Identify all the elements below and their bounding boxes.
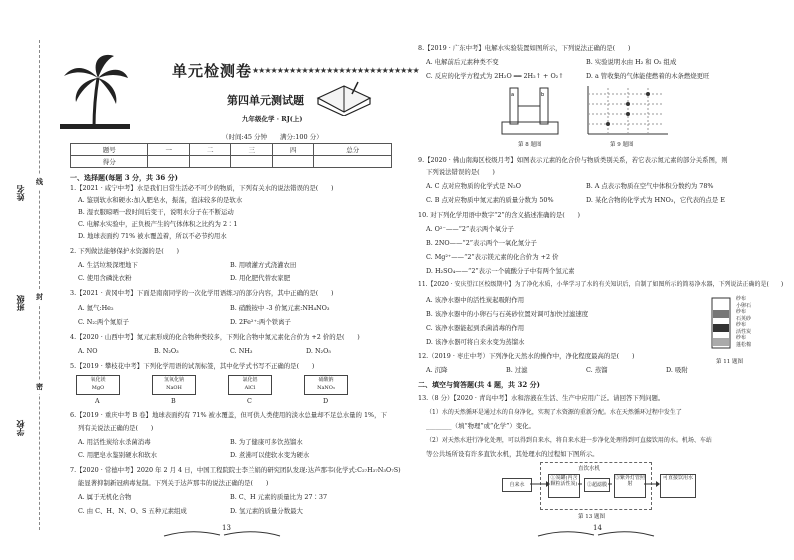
exam-meta: （时间:45 分钟 满分:100 分） <box>222 133 323 141</box>
banner-title: 单元检测卷 <box>172 62 253 80</box>
name-label: 姓名 <box>15 185 25 201</box>
page-number: 14 <box>593 524 602 532</box>
option-line: C. 反应的化学方程式为 2H₂O ══ 2H₂↑ + O₂↑ <box>426 72 564 80</box>
option-line: D. a 管收集的气体能使燃着的木条燃烧更旺 <box>586 72 710 80</box>
school-label: 学校 <box>15 420 25 436</box>
option-line: B. A 点表示物质在空气中体积分数约为 78% <box>586 182 714 190</box>
section-1-heading: 一、选择题(每题 3 分，共 36 分) <box>70 173 178 182</box>
unit-title: 第四单元测试题 <box>227 94 304 107</box>
question-line: 10. 对下列化学用语中数字“2”的含义描述准确的是( ) <box>418 211 580 219</box>
section-2-heading: 二、填空与简答题(共 4 题，共 32 分) <box>418 380 540 389</box>
option-line: C. 该净水器能起到杀菌消毒的作用 <box>426 324 525 332</box>
reagent-formula: NaNO₃ <box>317 385 335 391</box>
question-line: 8.【2019 · 广东中考】电解水实验装置如图所示，下列说法正确的是( ) <box>418 44 631 52</box>
option-line: B. 该净水器中的小卵石与石英砂位置对调可加快过滤速度 <box>426 310 589 318</box>
flow-arrows <box>530 478 662 492</box>
option-line: B. 湿衣服晾晒一段时间后变干，说明水分子在不断运动 <box>78 208 234 216</box>
option-line: B. 用喷灌方式浇灌农田 <box>230 261 297 269</box>
reagent-name: 氯化铝 <box>242 377 258 383</box>
question-line: 下列说法错误的是( ) <box>426 168 495 176</box>
book-icon <box>314 78 374 116</box>
option-line: C. 电解水实验中，正负极产生的气体体积之比约为 2∶1 <box>78 220 238 228</box>
reagent-formula: MgO <box>91 385 105 391</box>
score-cell[interactable] <box>148 156 190 168</box>
score-header-cell: 三 <box>231 144 273 156</box>
option-line: A. 鉴别软水和硬水:加入肥皂水，振荡，泡沫较多的是软水 <box>78 196 243 204</box>
filter-layer-label: 纱布 <box>736 335 747 341</box>
option-line: B. 实验说明水由 H₂ 和 O₂ 组成 <box>586 58 677 66</box>
question-line: 等公共场所设有许多直饮水机，其处理水的过程如下图所示。 <box>426 450 599 458</box>
reagent-label-b <box>152 375 196 395</box>
question-line: 7.【2020 · 常德中考】2020 年 2 月 4 日，中国工程院院士李兰娟的研究团队发现:达芦那韦(化学式:C₂₇H₃₇N₃O₇S) <box>70 466 401 474</box>
reagent-name: 氢氧化钠 <box>163 377 184 383</box>
question-line: 11.【2020 · 安庆望江区校级期中】为了净化水质，小华学习了水的有关知识后，自制了如图所示的简易净水器，下列说法正确的是( ) <box>418 281 784 288</box>
reagent-label-a <box>76 375 120 395</box>
stars-decoration: ★★★★★★★★★★★★★★★★★★★★★★★★★★★ <box>252 66 419 75</box>
question-line: ________（填“物理”或“化学”）变化。 <box>426 422 535 430</box>
question-line: 1.【2021 · 咸宁中考】水是我们日常生活必不可少的物质，下列有关水的说法错误的是( ) <box>70 184 334 192</box>
filter-layer-label: 石英砂 <box>736 315 752 322</box>
reagent-formula: NaOH <box>166 385 182 391</box>
filter-layer-label: 蓬松棉 <box>736 341 752 348</box>
filter-layer-label: 纱布 <box>736 322 747 328</box>
figure-13-caption: 第 13 题图 <box>578 514 605 520</box>
option-line: A. 生活垃圾深埋地下 <box>78 261 138 269</box>
question-line: （1）水的天然循环是通过水的自身净化，实现了水资源的重新分配。水在天然循环过程中发生了 <box>426 409 682 416</box>
option-line: B. 过滤 <box>506 366 528 374</box>
binding-strip <box>0 0 52 560</box>
binding-dashed-line <box>39 40 40 530</box>
water-filter-figure <box>710 296 732 350</box>
option-line: A. C 点对应物质的化学式是 N₂O <box>426 182 521 190</box>
option-line: A. 沉降 <box>426 366 448 374</box>
score-header-cell: 二 <box>189 144 231 156</box>
question-line: 9.【2020 · 佛山南海区校级月考】如图表示元素的化合价与物质类别关系，若它表示氮元素的部分关系图，则 <box>418 156 728 164</box>
grade-subtitle: 九年级化学 · RJ(上) <box>242 115 303 123</box>
flow-step: ③紫外灯管照射 <box>614 474 646 498</box>
option-line: D. 某化合物的化学式为 HNO₃，它代表的点是 E <box>586 196 725 204</box>
figure-8-caption: 第 8 题图 <box>518 142 542 148</box>
figure-9-caption: 第 9 题图 <box>610 142 634 148</box>
score-header-cell: 题号 <box>71 144 148 156</box>
option-letter: C <box>247 397 252 405</box>
option-line: D. 地球表面约 71% 被水覆盖着，所以不必节约用水 <box>78 232 227 240</box>
option-line: B. N₂O₃ <box>154 347 179 355</box>
score-cell[interactable] <box>189 156 231 168</box>
flow-step: ①炭罐(内含颗粒活性炭) <box>548 474 580 498</box>
filter-layer-label: 纱布 <box>736 309 747 315</box>
filter-layer-label: 活性炭 <box>736 328 752 335</box>
figure-11-caption: 第 11 题图 <box>716 359 743 365</box>
option-line: A. 氦气:He₂ <box>78 304 114 312</box>
option-line: D. 氢元素的质量分数最大 <box>230 507 303 515</box>
question-line: 6.【2019 · 重庆中考 B 卷】地球表面约有 71% 被水覆盖，但可供人类使用的淡水总量却不足总水量的 1%，下 <box>70 411 387 419</box>
flow-step: 自来水 <box>502 478 532 492</box>
score-cell[interactable] <box>231 156 273 168</box>
reagent-name: 硝酸钠 <box>318 377 334 383</box>
score-header-cell: 一 <box>148 144 190 156</box>
option-line: B. 硝酸铵中 -3 价氮元素:NH₄NO₃ <box>230 304 330 312</box>
option-line: C. B 点对应物质中氮元素的质量分数为 50% <box>426 196 554 204</box>
svg-text:a: a <box>511 92 515 98</box>
page-number: 13 <box>222 524 231 532</box>
option-letter: D <box>323 397 329 405</box>
question-line: 12.（2019 · 枣庄中考）下列净化天然水的操作中，净化程度最高的是( ) <box>418 352 635 360</box>
filter-layer-label: 纱布 <box>736 296 747 302</box>
option-line: C. NH₃ <box>230 347 253 355</box>
left-page <box>52 0 419 560</box>
flow-step: ②超滤膜 <box>584 478 610 492</box>
valence-category-graph-figure <box>578 84 670 140</box>
option-line: A. 电解前后元素种类不变 <box>426 58 499 66</box>
reagent-name: 氧化镁 <box>90 377 106 383</box>
score-header-cell: 四 <box>272 144 314 156</box>
option-line: A. 用活性炭给水杀菌消毒 <box>78 438 151 446</box>
option-letter: A <box>95 397 100 405</box>
question-line: 13.（8 分）【2020 · 青岛中考】水和溶液在生活、生产中应用广泛。请回答下列问题。 <box>418 394 665 402</box>
option-line: D. 吸附 <box>666 366 688 374</box>
question-line: 列有关说法正确的是( ) <box>78 424 154 432</box>
option-line: C. 蒸馏 <box>586 366 608 374</box>
palm-tree-icon <box>60 50 130 130</box>
option-line: A. 属于无机化合物 <box>78 493 132 501</box>
score-table <box>70 143 392 168</box>
reagent-label-d <box>304 375 348 395</box>
option-line: A. O²⁻——“2”表示两个氧分子 <box>426 225 514 233</box>
question-line: 3.【2021 · 黄冈中考】下面是南南同学的一次化学用语练习的部分内容，其中正确的是( ) <box>70 289 334 297</box>
electrolysis-apparatus-figure <box>500 86 560 138</box>
question-line: 5.【2019 · 攀枝花中考】下列化学用语的试剂标签，其中化学式书写不正确的是( ) <box>70 362 315 370</box>
score-header-cell: 总分 <box>314 144 392 156</box>
reagent-label-c <box>228 375 272 395</box>
option-line: A. 该净水器中的活性炭起吸附作用 <box>426 296 525 304</box>
right-page <box>410 0 782 560</box>
filter-layer-label: 小卵石 <box>736 302 752 309</box>
option-line: C. 由 C、H、N、O、S 五种元素组成 <box>78 507 187 515</box>
option-line: C. N₂:两个氮原子 <box>78 318 129 326</box>
option-line: D. 2Fe²⁺:两个铁离子 <box>230 318 291 326</box>
secret-word: 密 <box>36 380 43 394</box>
option-line: B. 为了健康可多饮蒸馏水 <box>230 438 303 446</box>
option-line: D. 该净水器可将自来水变为蒸馏水 <box>426 338 525 346</box>
class-label: 班级 <box>15 295 25 311</box>
option-line: C. 使用含磷洗衣粉 <box>78 274 132 282</box>
question-line: 能显著抑制新冠病毒复制。下列关于达芦那韦的说法正确的是( ) <box>78 479 269 487</box>
option-line: D. 用化肥代替农家肥 <box>230 274 291 282</box>
seal-word: 封 <box>36 290 43 304</box>
filter-layer-labels <box>736 296 751 348</box>
option-line: A. NO <box>78 347 98 355</box>
option-line: B. 2NO——“2”表示两个一氧化氮分子 <box>426 239 537 247</box>
option-line: D. N₂O₅ <box>306 347 331 355</box>
reagent-formula: AlCl <box>244 385 256 391</box>
option-line: C. Mg²⁺——“2”表示镁元素的化合价为 +2 价 <box>426 253 559 261</box>
question-line: 2. 下列做法能够保护水资源的是( ) <box>70 247 179 255</box>
option-line: B. C、H 元素的质量比为 27∶37 <box>230 493 328 501</box>
question-line: （2）对天然水进行净化处理，可以得到自来水，将自来水进一步净化处理得到可直接饮用的水。机场、车站 <box>426 437 712 444</box>
score-cell[interactable] <box>314 156 392 168</box>
score-cell[interactable] <box>272 156 314 168</box>
flow-step: 可直接饮用水 <box>660 474 696 498</box>
question-line: 4.【2020 · 山西中考】氮元素形成的化合物种类较多，下列化合物中氮元素化合价为 +2 价的是( ) <box>70 333 360 341</box>
score-row-label: 得分 <box>71 156 148 168</box>
option-line: D. 煮沸可以使软水变为硬水 <box>230 451 310 459</box>
line-word: 线 <box>36 175 43 189</box>
option-letter: B <box>171 397 176 405</box>
svg-text:b: b <box>541 92 545 98</box>
option-line: D. H₂SO₄——“2”表示一个硫酸分子中有两个氢元素 <box>426 267 575 275</box>
flow-group-label: 直饮水机 <box>578 466 601 472</box>
option-line: C. 用肥皂水鉴别硬水和软水 <box>78 451 158 459</box>
